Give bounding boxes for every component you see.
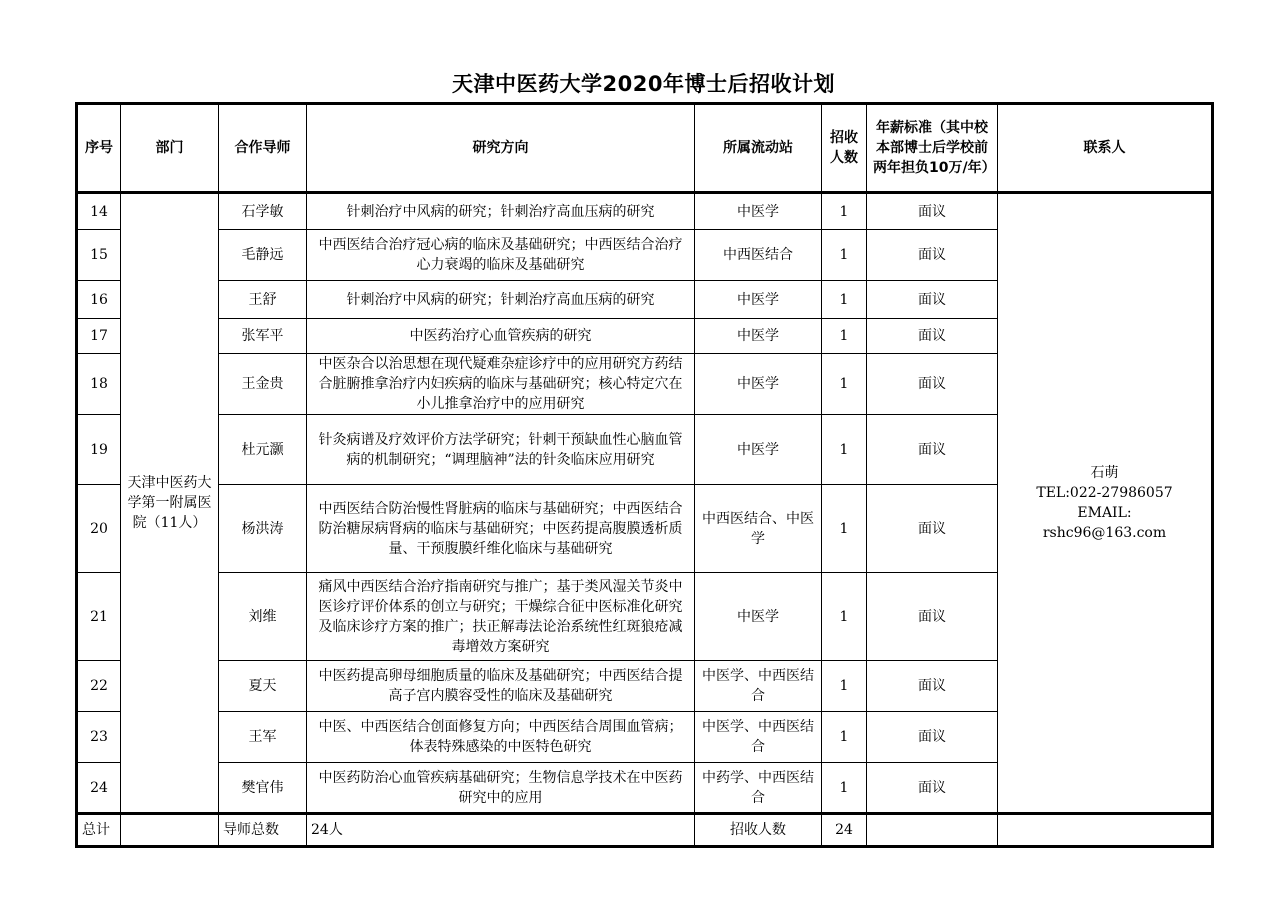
header-contact: 联系人 — [998, 104, 1213, 193]
cell-station: 中医学 — [695, 319, 822, 354]
cell-quota: 1 — [822, 485, 867, 573]
cell-advisor: 刘维 — [219, 573, 307, 661]
cell-direction: 中医药防治心血管疾病基础研究；生物信息学技术在中医药研究中的应用 — [307, 763, 695, 814]
cell-seq: 15 — [77, 230, 121, 281]
cell-station: 中医学、中西医结合 — [695, 712, 822, 763]
recruitment-table — [75, 102, 1214, 848]
total-quota: 24 — [822, 814, 867, 847]
cell-salary: 面议 — [867, 230, 998, 281]
cell-salary: 面议 — [867, 763, 998, 814]
cell-quota: 1 — [822, 661, 867, 712]
cell-direction: 中医、中西医结合创面修复方向；中西医结合周围血管病；体表特殊感染的中医特色研究 — [307, 712, 695, 763]
cell-advisor: 石学敏 — [219, 193, 307, 230]
total-quota-label: 招收人数 — [695, 814, 822, 847]
cell-quota: 1 — [822, 415, 867, 485]
cell-quota: 1 — [822, 319, 867, 354]
cell-quota: 1 — [822, 763, 867, 814]
cell-salary: 面议 — [867, 415, 998, 485]
cell-station: 中医学 — [695, 281, 822, 319]
cell-direction: 针刺治疗中风病的研究；针刺治疗高血压病的研究 — [307, 193, 695, 230]
cell-direction: 针刺治疗中风病的研究；针刺治疗高血压病的研究 — [307, 281, 695, 319]
cell-salary: 面议 — [867, 354, 998, 415]
contact-email-label: EMAIL: — [1077, 505, 1132, 521]
cell-seq: 24 — [77, 763, 121, 814]
cell-advisor: 樊官伟 — [219, 763, 307, 814]
cell-station: 中医学、中西医结合 — [695, 661, 822, 712]
table-row — [77, 193, 1213, 230]
cell-salary: 面议 — [867, 661, 998, 712]
cell-advisor: 王舒 — [219, 281, 307, 319]
total-advisor-count: 24人 — [307, 814, 695, 847]
header-direction: 研究方向 — [307, 104, 695, 193]
header-station: 所属流动站 — [695, 104, 822, 193]
cell-salary: 面议 — [867, 281, 998, 319]
cell-direction: 中医药提高卵母细胞质量的临床及基础研究；中西医结合提高子宫内膜容受性的临床及基础研究 — [307, 661, 695, 712]
cell-advisor: 杨洪涛 — [219, 485, 307, 573]
cell-seq: 20 — [77, 485, 121, 573]
total-contact-empty — [998, 814, 1213, 847]
contact-name: 石萌 — [1090, 465, 1119, 481]
header-salary: 年薪标准（其中校本部博士后学校前两年担负10万/年） — [867, 104, 998, 193]
cell-quota: 1 — [822, 281, 867, 319]
cell-salary: 面议 — [867, 319, 998, 354]
cell-seq: 16 — [77, 281, 121, 319]
cell-advisor: 毛静远 — [219, 230, 307, 281]
total-row — [77, 814, 1213, 847]
cell-direction: 痛风中西医结合治疗指南研究与推广；基于类风湿关节炎中医诊疗评价体系的创立与研究；干燥综合征中医标准化研究及临床诊疗方案的推广；扶正解毒法论治系统性红斑狼疮减毒增效方案研究 — [307, 573, 695, 661]
cell-station: 中西医结合 — [695, 230, 822, 281]
contact-email: rshc96@163.com — [1042, 525, 1167, 541]
cell-seq: 17 — [77, 319, 121, 354]
header-quota: 招收人数 — [822, 104, 867, 193]
cell-quota: 1 — [822, 230, 867, 281]
header-seq: 序号 — [77, 104, 121, 193]
cell-quota: 1 — [822, 193, 867, 230]
total-advisor-label: 导师总数 — [219, 814, 307, 847]
cell-station: 中药学、中西医结合 — [695, 763, 822, 814]
cell-salary: 面议 — [867, 712, 998, 763]
cell-quota: 1 — [822, 573, 867, 661]
cell-station: 中医学 — [695, 415, 822, 485]
cell-direction: 中医药治疗心血管疾病的研究 — [307, 319, 695, 354]
total-dept-empty — [121, 814, 219, 847]
cell-salary: 面议 — [867, 193, 998, 230]
cell-salary: 面议 — [867, 573, 998, 661]
cell-quota: 1 — [822, 354, 867, 415]
cell-advisor: 杜元灏 — [219, 415, 307, 485]
cell-direction: 中西医结合治疗冠心病的临床及基础研究；中西医结合治疗心力衰竭的临床及基础研究 — [307, 230, 695, 281]
cell-station: 中西医结合、中医学 — [695, 485, 822, 573]
total-label: 总计 — [77, 814, 121, 847]
cell-station: 中医学 — [695, 354, 822, 415]
cell-advisor: 夏天 — [219, 661, 307, 712]
cell-direction: 中医杂合以治思想在现代疑难杂症诊疗中的应用研究方药结合脏腑推拿治疗内妇疾病的临床与基础研究；核心特定穴在小儿推拿治疗中的应用研究 — [307, 354, 695, 415]
cell-seq: 14 — [77, 193, 121, 230]
cell-advisor: 张军平 — [219, 319, 307, 354]
cell-seq: 22 — [77, 661, 121, 712]
cell-contact — [998, 193, 1213, 814]
cell-advisor: 王金贵 — [219, 354, 307, 415]
cell-direction: 中西医结合防治慢性肾脏病的临床与基础研究；中西医结合防治糖尿病肾病的临床与基础研究；中医药提高腹膜透析质量、干预腹膜纤维化临床与基础研究 — [307, 485, 695, 573]
header-advisor: 合作导师 — [219, 104, 307, 193]
cell-salary: 面议 — [867, 485, 998, 573]
cell-department: 天津中医药大学第一附属医院（11人） — [121, 193, 219, 814]
contact-tel: TEL:022-27986057 — [1036, 485, 1173, 501]
cell-advisor: 王军 — [219, 712, 307, 763]
total-salary-empty — [867, 814, 998, 847]
cell-seq: 21 — [77, 573, 121, 661]
cell-seq: 19 — [77, 415, 121, 485]
header-dept: 部门 — [121, 104, 219, 193]
cell-seq: 18 — [77, 354, 121, 415]
cell-direction: 针灸病谱及疗效评价方法学研究；针刺干预缺血性心脑血管病的机制研究；“调理脑神”法的针灸临床应用研究 — [307, 415, 695, 485]
cell-station: 中医学 — [695, 193, 822, 230]
page-title: 天津中医药大学2020年博士后招收计划 — [452, 72, 835, 96]
header-row — [77, 104, 1213, 193]
cell-quota: 1 — [822, 712, 867, 763]
cell-seq: 23 — [77, 712, 121, 763]
cell-station: 中医学 — [695, 573, 822, 661]
